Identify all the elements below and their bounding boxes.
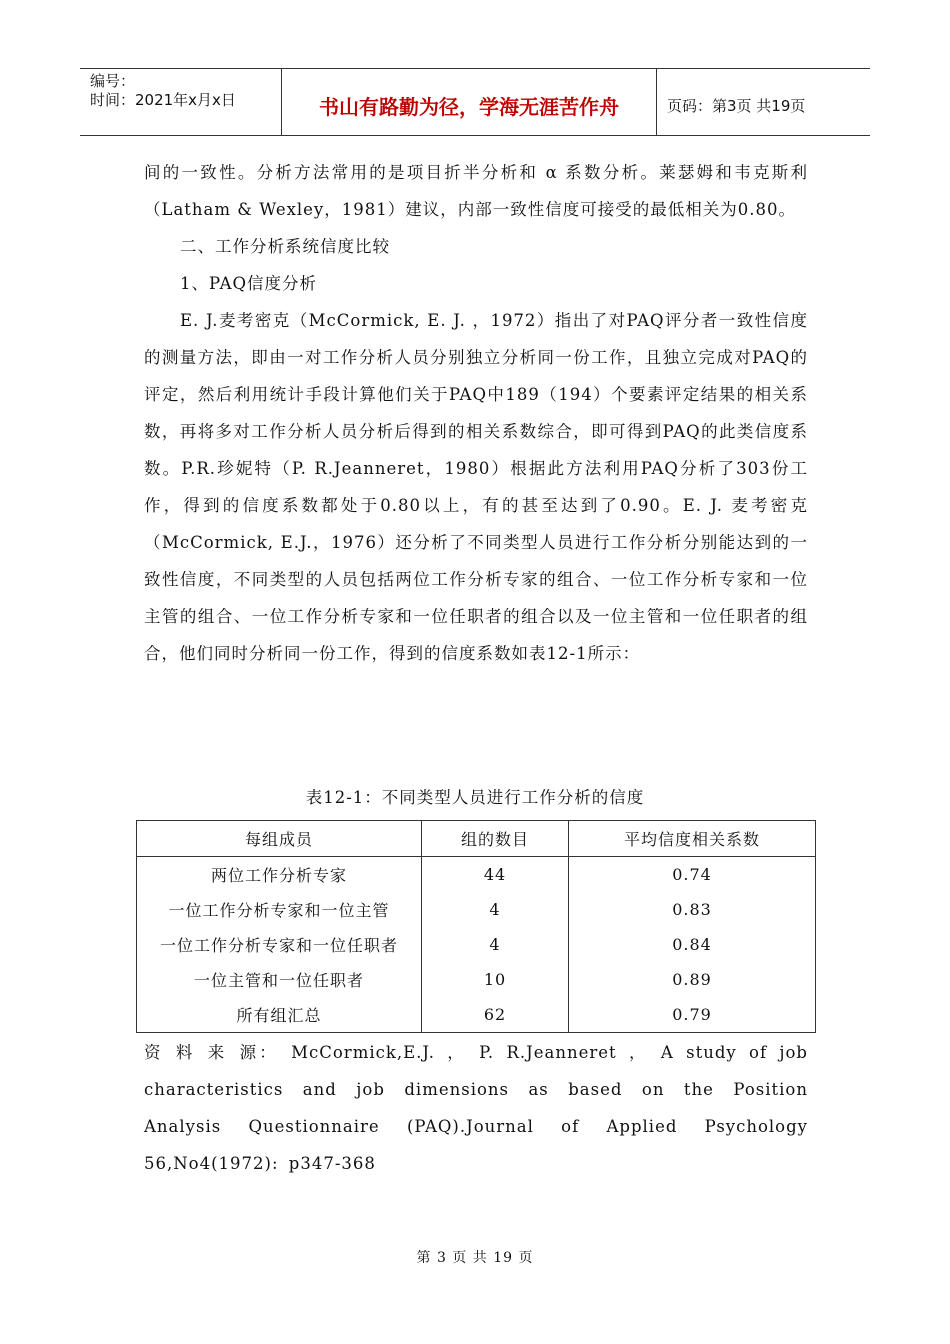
column-header-members: 每组成员 — [137, 821, 422, 857]
reliability-table — [136, 820, 816, 1033]
table-cell: 一位工作分析专家和一位主管 — [137, 892, 422, 927]
table-cell: 0.74 — [569, 857, 816, 893]
table-cell: 44 — [422, 857, 569, 893]
table-cell: 0.79 — [569, 997, 816, 1033]
document-number-label: 编号： — [90, 72, 136, 90]
table-cell: 0.89 — [569, 962, 816, 997]
table-header-row — [137, 821, 816, 857]
table-row — [137, 857, 816, 893]
body-text — [144, 154, 808, 672]
table-cell: 4 — [422, 892, 569, 927]
header-meta — [80, 69, 282, 135]
table-cell: 10 — [422, 962, 569, 997]
table-row — [137, 962, 816, 997]
paragraph-continuation: 间的一致性。分析方法常用的是项目折半分析和 α 系数分析。莱瑟姆和韦克斯利（Latham & Wexley，1981）建议，内部一致性信度可接受的最低相关为0.80。 — [144, 163, 808, 219]
header-page-info: 页码：第3页 共19页 — [667, 96, 806, 115]
table-row — [137, 892, 816, 927]
table-cell: 4 — [422, 927, 569, 962]
source-citation: 资 料 来 源： McCormick,E.J. ， P. R.Jeanneret ， A study of job characteristics and job dimensions as based on the Position Analysis Questionnaire (PAQ).Journal of Applied Psychology 56,No4(1972): p347-368 — [144, 1043, 808, 1173]
table-cell: 所有组汇总 — [137, 997, 422, 1033]
page-footer: 第 3 页 共 19 页 — [416, 1250, 534, 1266]
page-header — [80, 68, 870, 136]
table-cell: 0.83 — [569, 892, 816, 927]
paragraph-paq-reliability: E. J.麦考密克（McCormick, E. J. ，1972）指出了对PAQ评分者一致性信度的测量方法，即由一对工作分析人员分别独立分析同一份工作，且独立完成对PAQ的评定，然后利用统计手段计算他们关于PAQ中189（194）个要素评定结果的相关系数，再将多对工作分析人员分析后得到的相关系数综合，即可得到PAQ的此类信度系数。P.R.珍妮特（P. R.Jeanneret，1980）根据此方法利用PAQ分析了303份工作，得到的信度系数都处于0.80以上，有的甚至达到了0.90。E. J. 麦考密克（McCormick, E.J.，1976）还分析了不同类型人员进行工作分析分别能达到的一致性信度，不同类型的人员包括两位工作分析专家的组合、一位工作分析专家和一位主管的组合、一位工作分析专家和一位任职者的组合以及一位主管和一位任职者的组合，他们同时分析同一份工作，得到的信度系数如表12-1所示： — [144, 311, 808, 663]
header-motto: 书山有路勤为径，学海无涯苦作舟 — [282, 69, 657, 135]
table-row — [137, 927, 816, 962]
column-header-group-count: 组的数目 — [422, 821, 569, 857]
section-heading: 二、工作分析系统信度比较 — [180, 237, 390, 256]
table-cell: 62 — [422, 997, 569, 1033]
table-row — [137, 997, 816, 1033]
table-cell: 0.84 — [569, 927, 816, 962]
subsection-heading: 1、PAQ信度分析 — [180, 274, 318, 293]
column-header-avg-reliability: 平均信度相关系数 — [569, 821, 816, 857]
table-cell: 两位工作分析专家 — [137, 857, 422, 893]
table-cell: 一位工作分析专家和一位任职者 — [137, 927, 422, 962]
table-cell: 一位主管和一位任职者 — [137, 962, 422, 997]
document-date: 时间：2021年x月x日 — [90, 91, 236, 109]
table-caption: 表12-1：不同类型人员进行工作分析的信度 — [305, 788, 645, 807]
